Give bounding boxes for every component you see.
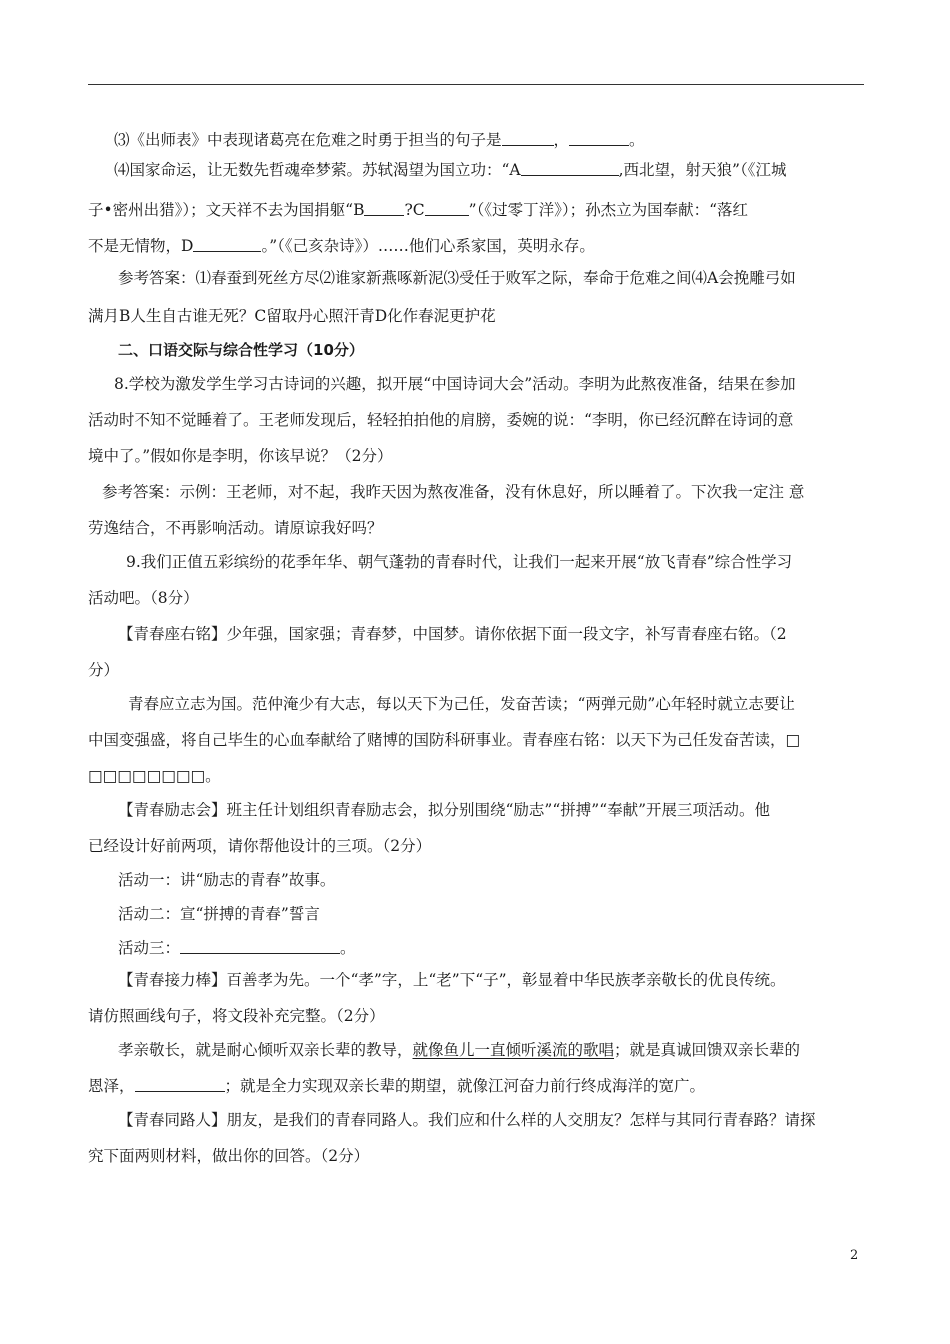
answer-blank: [364, 200, 404, 216]
answer-blank: [135, 1076, 225, 1092]
text-segment: 活动三：: [118, 939, 181, 957]
text-line-20: [88, 800, 894, 820]
text-line-9: [88, 410, 864, 430]
text-line-28: [88, 1076, 864, 1096]
text-segment: 参考答案：⑴春蚕到死丝方尽⑵谁家新燕啄新泥⑶受任于败军之际，奉命于危难之间⑷A会挽雕弓如: [118, 269, 796, 287]
answer-blank: [425, 200, 469, 216]
text-segment: 【青春同路人】朋友，是我们的青春同路人。我们应和什么样的人交朋友？怎样与其同行青春路？请探: [118, 1111, 816, 1129]
text-segment: ?C: [404, 201, 425, 219]
text-segment: 活动时不知不觉睡着了。王老师发现后，轻轻拍拍他的肩膀，委婉的说：“李明，你已经沉醉在诗词的意: [88, 411, 794, 429]
text-line-11: [88, 482, 878, 502]
text-segment: 已经设计好前两项，请你帮他设计的三项。（2分）: [88, 837, 432, 855]
underlined-sentence: 就像鱼儿一直倾听溪流的歌唱: [412, 1041, 615, 1059]
answer-blank: [502, 130, 554, 146]
text-line-30: [88, 1146, 864, 1166]
text-line-22: [88, 870, 894, 890]
text-segment: 二、口语交际与综合性学习（10分）: [118, 341, 364, 359]
text-segment: 满月B人生自古谁无死？C留取丹心照汗青D化作春泥更护花: [88, 307, 496, 325]
text-line-23: [88, 904, 894, 924]
text-line-16: [88, 660, 864, 680]
text-line-19: [88, 766, 864, 786]
text-segment: 恩泽，: [88, 1077, 135, 1095]
text-line-18: [88, 730, 864, 750]
text-line-8: [88, 374, 890, 394]
text-segment: ，: [553, 131, 570, 149]
text-segment: 【青春座右铭】少年强，国家强；青春梦，中国梦。请你依据下面一段文字，补写青春座右铭。（2: [118, 625, 787, 643]
text-segment: 青春应立志为国。范仲淹少有大志，每以天下为己任，发奋苦读；“两弹元勋”心年轻时就立志要让: [128, 695, 795, 713]
text-segment: 。”（《己亥杂诗》）……他们心系家国，英明永存。: [261, 237, 595, 255]
answer-blank: [569, 130, 629, 146]
text-segment: 【青春接力棒】百善孝为先。一个“孝”字，上“老”下“子”，彰显着中华民族孝亲敬长的优良传统。: [118, 971, 786, 989]
text-segment: 8.学校为激发学生学习古诗词的兴趣，拟开展“中国诗词大会”活动。李明为此熬夜准备，结果在参加: [114, 375, 796, 393]
text-segment: ；就是全力实现双亲长辈的期望，就像江河奋力前行终成海洋的宽广。: [224, 1077, 706, 1095]
text-segment: 【青春励志会】班主任计划组织青春励志会，拟分别围绕“励志”“拼搏”“奉献”开展三项活动。他: [118, 801, 771, 819]
page-number: 2: [850, 1248, 859, 1263]
text-segment: 请仿照画线句子，将文段补充完整。（2分）: [88, 1007, 385, 1025]
text-segment: 。: [629, 131, 645, 149]
text-segment: 究下面两则材料，做出你的回答。（2分）: [88, 1147, 370, 1165]
text-line-5: [88, 268, 894, 288]
text-line-7: [88, 340, 894, 360]
text-line-12: [88, 518, 864, 538]
text-segment: 活动吧。（8分）: [88, 589, 199, 607]
text-segment: 不是无情物，D: [88, 237, 194, 255]
text-line-13: [88, 552, 902, 572]
text-line-25: [88, 970, 894, 990]
text-segment: 参考答案：示例：王老师，对不起，我昨天因为熬夜准备，没有休息好，所以睡着了。下次我一定注 意: [102, 483, 805, 501]
text-segment: 。: [340, 939, 356, 957]
text-line-4: [88, 236, 864, 256]
text-line-21: [88, 836, 864, 856]
text-segment: 活动一：讲“励志的青春”故事。: [118, 871, 336, 889]
text-line-17: [88, 694, 904, 714]
text-segment: ；就是真诚回馈双亲长辈的: [614, 1041, 801, 1059]
text-line-26: [88, 1006, 864, 1026]
text-segment: 中国变强盛，将自己毕生的心血奉献给了赌博的国防科研事业。青春座右铭：以天下为己任发奋苦读，□: [88, 731, 801, 749]
text-segment: 分）: [88, 661, 120, 679]
answer-blank: [521, 160, 619, 176]
text-line-24: [88, 938, 894, 958]
answer-blank: [193, 236, 261, 252]
text-line-2: [88, 160, 890, 180]
text-segment: ”（《过零丁洋》）；孙杰立为国奉献：“落红: [468, 201, 748, 219]
text-line-6: [88, 306, 864, 326]
header-rule: [88, 84, 864, 85]
text-segment: □□□□□□□□。: [88, 767, 221, 785]
answer-blank: [180, 938, 340, 954]
text-segment: ⑷国家命运，让无数先哲魂牵梦萦。苏轼渴望为国立功：“A: [114, 161, 521, 179]
text-segment: 劳逸结合，不再影响活动。请原谅我好吗？: [88, 519, 383, 537]
text-segment: 活动二：宣“拼搏的青春”誓言: [118, 905, 320, 923]
text-line-14: [88, 588, 864, 608]
text-line-15: [88, 624, 894, 644]
text-line-1: [88, 130, 890, 150]
text-segment: ,西北望，射天狼”（《江城: [618, 161, 787, 179]
text-line-27: [88, 1040, 894, 1060]
text-segment: 孝亲敬长，就是耐心倾听双亲长辈的教导，: [118, 1041, 413, 1059]
text-segment: 子•密州出猎》）；文天祥不去为国捐躯“B: [88, 201, 365, 219]
text-line-3: [88, 200, 864, 220]
text-segment: 9.我们正值五彩缤纷的花季年华、朝气蓬勃的青春时代，让我们一起来开展“放飞青春”综合性学习: [126, 553, 793, 571]
text-line-29: [88, 1110, 894, 1130]
text-segment: ⑶《出师表》中表现诸葛亮在危难之时勇于担当的句子是: [114, 131, 502, 149]
text-line-10: [88, 446, 864, 466]
text-segment: 境中了。”假如你是李明，你该早说？（2分）: [88, 447, 393, 465]
